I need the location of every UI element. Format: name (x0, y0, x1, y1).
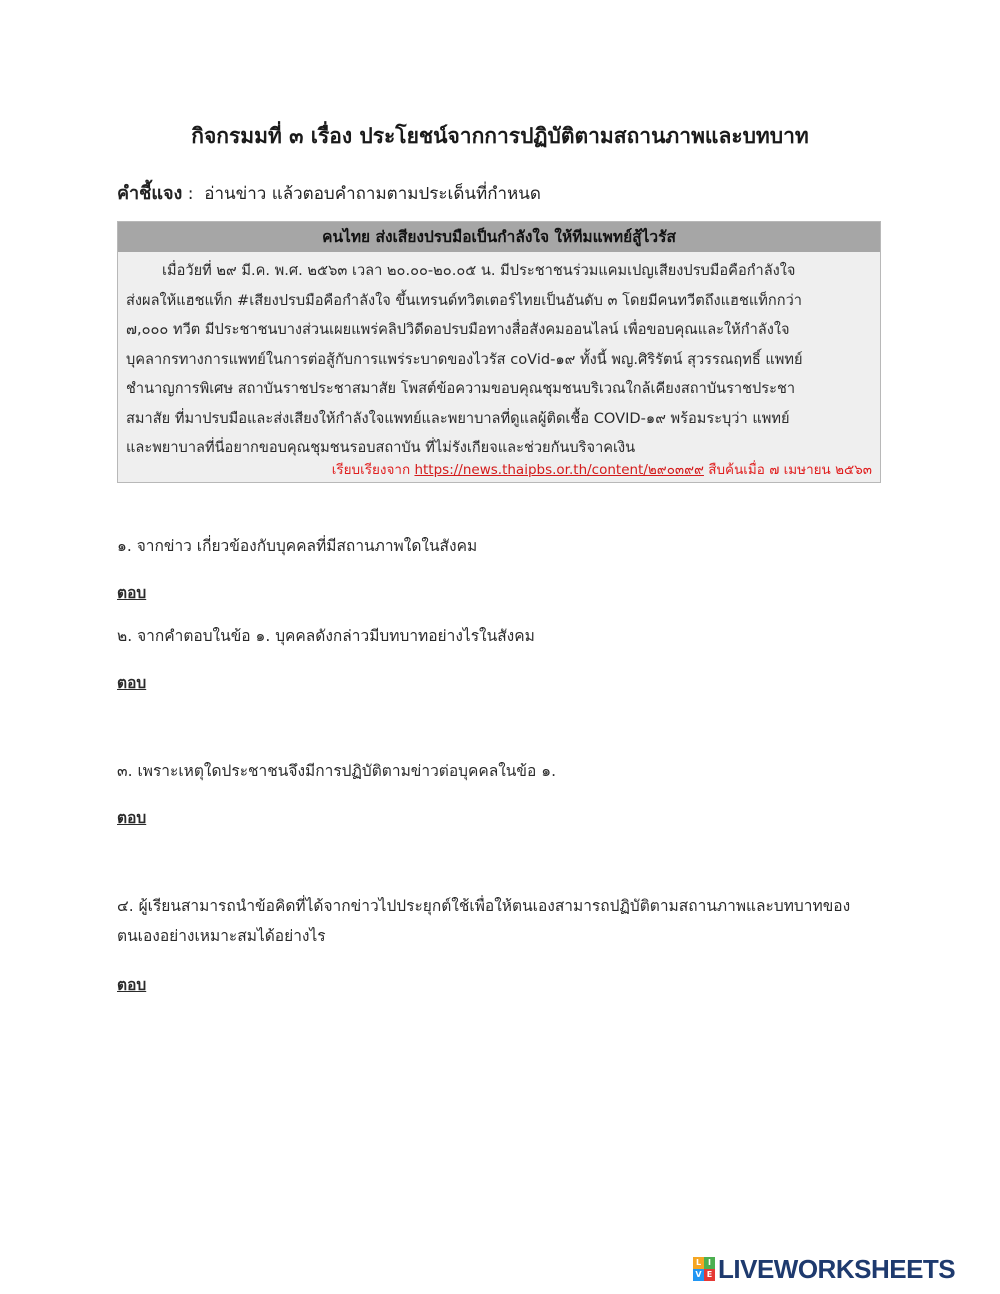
page-title: กิจกรมมที่ ๓ เรื่อง ประโยชน์จากการปฏิบัติตามสถานภาพและบทบาท (191, 124, 809, 148)
instruction-text: อ่านข่าว แล้วตอบคำถามตามประเด็นที่กำหนด (204, 184, 541, 204)
question-1: ๑. จากข่าว เกี่ยวข้องกับบุคคลที่มีสถานภาพใดในสังคม (117, 537, 478, 555)
liveworksheets-brand (693, 1252, 955, 1286)
news-line: สมาสัย ที่มาปรบมือและส่งเสียงให้กำลังใจแพทย์และพยาบาลที่ดูแลผู้ติดเชื้อ COVID-๑๙ พร้อมระบุว่า แพทย์ (126, 409, 790, 427)
source-link[interactable]: https://news.thaipbs.or.th/content/๒๙๐๓๙๙ (414, 462, 704, 478)
source-prefix: เรียบเรียงจาก (331, 462, 415, 478)
liveworksheets-logo-icon (693, 1257, 715, 1281)
instruction (117, 178, 541, 207)
news-line: บุคลากรทางการแพทย์ในการต่อสู้กับการแพร่ระบาดของไวรัส coVid-๑๙ ทั้งนี้ พญ.ศิริรัตน์ สุวรรณฤทธิ์ แพทย์ (126, 350, 803, 368)
logo-letter: E (704, 1269, 715, 1281)
answer-label-1: ตอบ (117, 584, 147, 602)
question-4-line-2: ตนเองอย่างเหมาะสมได้อย่างไร (117, 927, 326, 945)
news-body (118, 252, 880, 463)
question-2: ๒. จากคำตอบในข้อ ๑. บุคคลดังกล่าวมีบทบาทอย่างไรในสังคม (117, 627, 535, 645)
news-box (117, 221, 881, 483)
news-line: ชำนาญการพิเศษ สถาบันราชประชาสมาสัย โพสต์ข้อความขอบคุณชุมชนบริเวณใกล้เคียงสถาบันราชประชา (126, 380, 796, 397)
news-line: เมื่อวัยที่ ๒๙ มี.ค. พ.ศ. ๒๕๖๓ เวลา ๒๐.๐๐-๒๐.๐๕ น. มีประชาชนร่วมแคมเปญเสียงปรบมือคือกำลังใจ (162, 262, 796, 279)
instruction-label: คำชี้แจง (117, 183, 183, 204)
instruction-separator: : (182, 184, 205, 204)
news-line: และพยาบาลที่นี่อยากขอบคุณชุมชนรอบสถาบัน ที่ไม่รังเกียจและช่วยกันบริจาคเงิน (126, 439, 636, 456)
logo-letter: I (704, 1257, 715, 1269)
answer-label-2: ตอบ (117, 674, 147, 692)
news-headline: คนไทย ส่งเสียงปรบมือเป็นกำลังใจ ให้ทีมแพทย์สู้ไวรัส (118, 222, 880, 252)
news-line: ส่งผลให้แฮชแท็ก #เสียงปรบมือคือกำลังใจ ขึ้นเทรนด์ทวิตเตอร์ไทยเป็นอันดับ ๓ โดยมีคนทวีตถึงแฮชแท็กกว่า (126, 291, 802, 309)
answer-label-3: ตอบ (117, 809, 147, 827)
source-suffix: สืบค้นเมื่อ ๗ เมษายน ๒๕๖๓ (703, 462, 872, 478)
brand-name: LIVEWORKSHEETS (718, 1253, 956, 1284)
question-4 (117, 891, 850, 951)
logo-letter: V (693, 1269, 704, 1281)
answer-label-4: ตอบ (117, 976, 147, 994)
news-line: ๗,๐๐๐ ทวีต มีประชาชนบางส่วนเผยแพร่คลิปวิดีดอปรบมือทางสื่อสังคมออนไลน์ เพื่อขอบคุณและให้กำลังใจ (126, 321, 790, 338)
question-4-line-1: ๔. ผู้เรียนสามารถนำข้อคิดที่ได้จากข่าวไปประยุกต์ใช้เพื่อให้ตนเองสามารถปฏิบัติตามสถานภาพและบทบาทของ (117, 897, 851, 915)
news-source (332, 458, 872, 480)
question-3: ๓. เพราะเหตุใดประชาชนจึงมีการปฏิบัติตามข่าวต่อบุคคลในข้อ ๑. (117, 762, 556, 780)
logo-letter: L (693, 1257, 704, 1269)
